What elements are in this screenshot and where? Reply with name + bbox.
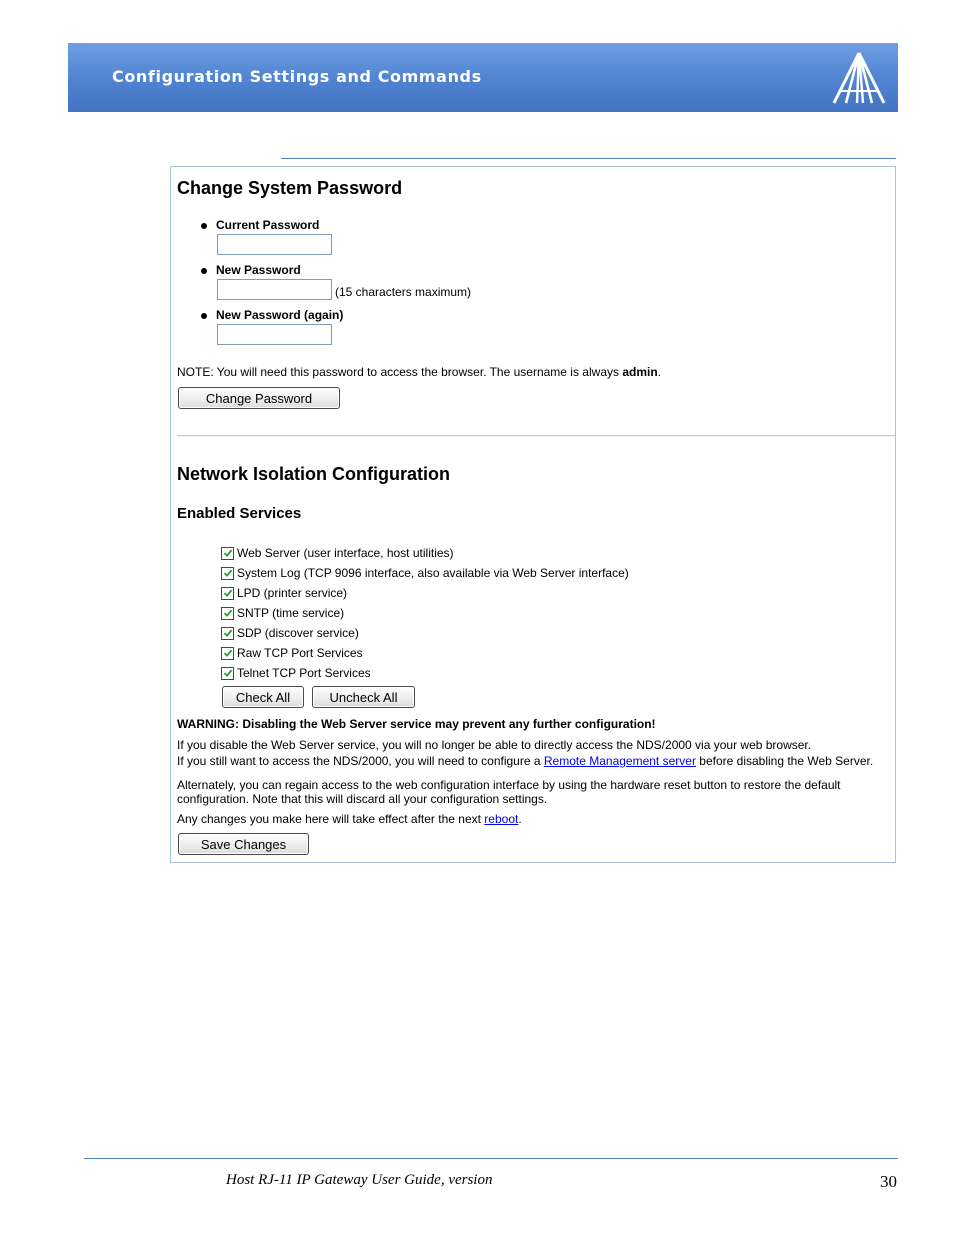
checkmark-icon [223,648,233,658]
service-label: Raw TCP Port Services [237,646,363,660]
change-password-button[interactable]: Change Password [178,387,340,409]
header-banner [68,43,898,112]
service-row[interactable] [221,625,359,641]
service-label: SNTP (time service) [237,606,345,620]
reboot-info [177,812,522,826]
config-screenshot-panel [170,166,896,863]
service-row[interactable] [221,545,454,561]
service-checkbox[interactable] [221,647,234,660]
warning-message: WARNING: Disabling the Web Server service may prevent any further configuration! [177,717,656,731]
section-separator [177,435,895,437]
enabled-services-heading: Enabled Services [177,505,302,522]
password-note-text: NOTE: You will need this password to access the browser. The username is always [177,365,623,379]
remote-management-server-link[interactable]: Remote Management server [543,754,696,768]
service-row[interactable] [221,585,347,601]
service-checkbox[interactable] [221,587,234,600]
bullet-icon [201,313,207,319]
service-label: SDP (discover service) [237,626,359,640]
footer-doc-title: Host RJ-11 IP Gateway User Guide, version [226,1172,493,1188]
reboot-info-end: . [518,812,522,826]
service-row[interactable] [221,665,371,681]
service-label: System Log (TCP 9096 interface, also available via Web Server interface) [237,566,629,580]
page-number: 30 [880,1172,897,1191]
checkmark-icon [223,608,233,618]
checkmark-icon [223,668,233,678]
check-all-button[interactable]: Check All [222,686,304,708]
footer-rule [84,1158,898,1159]
save-changes-button[interactable]: Save Changes [178,833,309,855]
password-note [177,365,661,379]
service-label: Telnet TCP Port Services [237,666,371,680]
current-password-label: Current Password [216,218,320,232]
checkmark-icon [223,568,233,578]
password-note-end: . [657,365,662,379]
new-password-label: New Password [216,263,301,277]
confirm-password-input[interactable] [217,324,332,345]
service-checkbox[interactable] [221,607,234,620]
new-password-input[interactable] [217,279,332,300]
antenna-tower-logo-icon [830,51,888,105]
password-length-hint: (15 characters maximum) [335,285,472,299]
remote-mgmt-text-end: before disabling the Web Server. [695,754,874,768]
current-password-input[interactable] [217,234,332,255]
service-label: LPD (printer service) [237,586,348,600]
checkmark-icon [223,588,233,598]
service-row[interactable] [221,605,344,621]
service-label: Web Server (user interface, host utilities) [237,546,454,560]
reboot-info-text: Any changes you make here will take effect after the next [177,812,485,826]
service-checkbox[interactable] [221,627,234,640]
service-checkbox[interactable] [221,567,234,580]
section-divider [281,158,896,159]
service-checkbox[interactable] [221,667,234,680]
service-row[interactable] [221,645,363,661]
remote-mgmt-text: If you still want to access the NDS/2000, you will need to configure a [177,754,544,768]
reset-info-line1: Alternately, you can regain access to the web configuration interface by using the hardware reset button to restore the default [177,778,841,792]
bullet-icon [201,268,207,274]
bullet-icon [201,223,207,229]
web-server-info-line1: If you disable the Web Server service, you will no longer be able to directly access the NDS/2000 via your web browser. [177,738,812,752]
confirm-password-label: New Password (again) [216,308,344,322]
checkmark-icon [223,628,233,638]
reboot-link[interactable]: reboot [484,812,519,826]
web-server-info-line2 [177,754,873,768]
checkmark-icon [223,548,233,558]
change-password-heading: Change System Password [177,178,403,198]
admin-username: admin [622,365,658,379]
service-row[interactable] [221,565,629,581]
network-isolation-heading: Network Isolation Configuration [177,464,450,484]
service-checkbox[interactable] [221,547,234,560]
reset-info-line2: configuration. Note that this will discard all your configuration settings. [177,792,548,806]
uncheck-all-button[interactable]: Uncheck All [312,686,415,708]
page-header-title: Configuration Settings and Commands [112,67,482,86]
